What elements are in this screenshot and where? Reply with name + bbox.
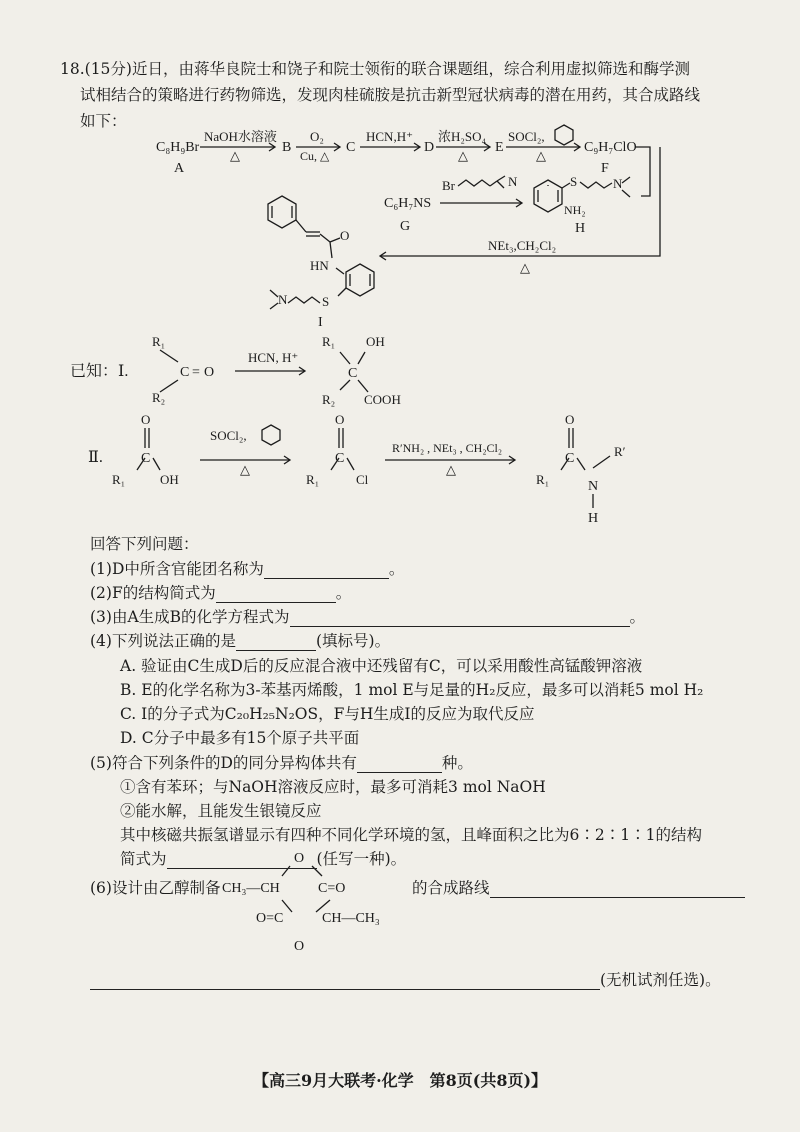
compound-G-formula: C₆H₇NS [384,196,432,211]
I-sulfur: S [322,294,330,309]
known2-R1-b: R₁ [306,472,320,487]
label-A: A [174,161,185,176]
compound-F-formula: C₉H₇ClO [584,140,637,155]
known2-Rprime: R′ [614,444,626,459]
known2-OH: OH [160,472,179,487]
known2-R1-a: R₁ [112,472,126,487]
question-1: (1)D中所含官能团名称为 。 [90,560,405,578]
q4-option-C: C. I的分子式为C₂₀H₂₅N₂OS，F与H生成I的反应为取代反应 [120,705,535,723]
known2-O2: O [335,412,345,427]
known2-N: N [588,479,599,494]
lactide-O-top: O [294,851,305,866]
compound-E: E [495,140,504,155]
q2-answer-blank[interactable] [216,584,336,603]
known1-R1: R₁ [152,334,166,349]
q4-option-B: B. E的化学名称为3-苯基丙烯酸，1 mol E与足量的H₂反应，最多可以消耗5 mol H₂ [120,681,704,699]
label-G: G [400,219,411,234]
question-6-mid: 的合成路线 [412,876,745,898]
q3-answer-blank[interactable] [290,608,630,627]
known1-R2-product: R₂ [322,392,336,407]
reagent-Br: Br [442,178,455,193]
known2-reagent1-bottom: △ [240,462,250,477]
known1-O: O [204,365,215,380]
I-HN: HN [310,258,329,273]
q4-option-A: A. 验证由C生成D后的反应混合液中还残留有C，可以采用酸性高锰酸钾溶液 [120,657,643,675]
reagent-5-top: SOCl₂, [508,129,545,144]
known1-OH: OH [366,334,385,349]
question-2: (2)F的结构简式为 。 [90,584,352,602]
reagent-1-bottom: △ [230,148,240,163]
label-H: H [575,221,586,236]
I-nitrogen: N [278,292,288,307]
q5-condition-2: ②能水解，且能发生银镜反应 [120,802,322,820]
reagent-3-top: HCN,H⁺ [366,129,413,144]
q4-answer-blank[interactable] [236,632,316,651]
question-5: (5)符合下列条件的D的同分异构体共有 种。 [90,754,473,772]
reagent-N: N [508,174,518,189]
q5-condition-1: ①含有苯环；与NaOH溶液反应时，最多可消耗3 mol NaOH [120,778,546,796]
known1-C: C [180,365,190,380]
known2-reagent2-top: R′NH₂ , NEt₃ , CH₂Cl₂ [392,441,503,455]
header-line-2: 试相结合的策略进行药物筛选，发现肉桂硫胺是抗击新型冠状病毒的潜在用药，其合成路线 [80,86,701,104]
known2-reagent2-bottom: △ [446,462,456,477]
H-sulfur: S [570,174,578,189]
known1-R2: R₂ [152,390,166,405]
known1-C-product: C [348,366,358,381]
known2-C2: C [335,451,345,466]
page-footer: 【高三9月大联考·化学 第8页(共8页)】 [252,1071,548,1090]
q5-nmr-line: 其中核磁共振氢谱显示有四种不同化学环境的氢，且峰面积之比为6∶2∶1∶1的结构 [120,826,702,844]
known-label-2: Ⅱ. [88,449,103,466]
question-6-end: (无机试剂任选)。 [90,968,721,990]
reagent-7-top: NEt₃,CH₂Cl₂ [488,238,557,253]
label-I: I [318,315,323,330]
H-nitrogen: N [613,176,623,191]
questions-intro: 回答下列问题： [90,535,199,553]
known2-Cl: Cl [356,472,369,487]
compound-C: C [346,140,356,155]
q4-option-D: D. C分子中最多有15个原子共平面 [120,729,360,747]
known1-reagent: HCN, H⁺ [248,350,299,365]
lactide-O-bottom: O [294,939,305,954]
reagent-1-top: NaOH水溶液 [204,129,277,144]
header-line-1: 18.(15分)近日，由蒋华良院士和饶子和院士领衔的联合课题组，综合利用虚拟筛选和酶学测 [60,60,690,78]
reagent-4-bottom: △ [458,148,468,163]
known2-O3: O [565,412,575,427]
question-4: (4)下列说法正确的是 (填标号)。 [90,632,391,650]
known2-reagent1-top: SOCl₂, [210,428,247,443]
compound-A: C₈H₉Br [156,140,200,155]
I-oxygen: O [340,228,350,243]
known2-C1: C [141,451,151,466]
header-line-3: 如下： [80,112,127,130]
reagent-2-bottom: Cu, △ [300,149,330,163]
lactide-C-O: C=O [318,881,346,896]
reagent-2-top: O₂ [310,129,324,144]
known-label-1: 已知：Ⅰ. [70,363,129,380]
lactide-CH-CH3: CH—CH₃ [322,911,380,926]
known1-R1-product: R₁ [322,334,336,349]
compound-D: D [424,140,435,155]
known1-eq: = [192,365,200,380]
q6-route-blank-1[interactable] [490,879,745,898]
known2-O1: O [141,412,151,427]
known2-R1-c: R₁ [536,472,550,487]
question-6: (6)设计由乙醇制备 [90,879,221,897]
reagent-7-bottom: △ [520,260,530,275]
q5-structure-blank[interactable] [167,850,317,869]
lactide-O-C: O=C [256,911,284,926]
reagent-5-bottom: △ [536,148,546,163]
q1-answer-blank[interactable] [264,560,389,579]
q5-structure-line: 简式为 (任写一种)。 [120,850,407,868]
H-amino: NH₂ [564,203,586,217]
label-F: F [601,161,609,176]
known2-C3: C [565,451,575,466]
known2-H: H [588,511,599,526]
reagent-4-top: 浓H₂SO₄ [438,129,487,144]
question-3: (3)由A生成B的化学方程式为 。 [90,608,646,626]
q6-route-blank-2[interactable] [90,971,600,990]
compound-B: B [282,140,292,155]
known1-COOH: COOH [364,392,401,407]
lactide-CH3-CH: CH₃—CH [222,881,280,896]
q5-answer-blank[interactable] [357,754,442,773]
